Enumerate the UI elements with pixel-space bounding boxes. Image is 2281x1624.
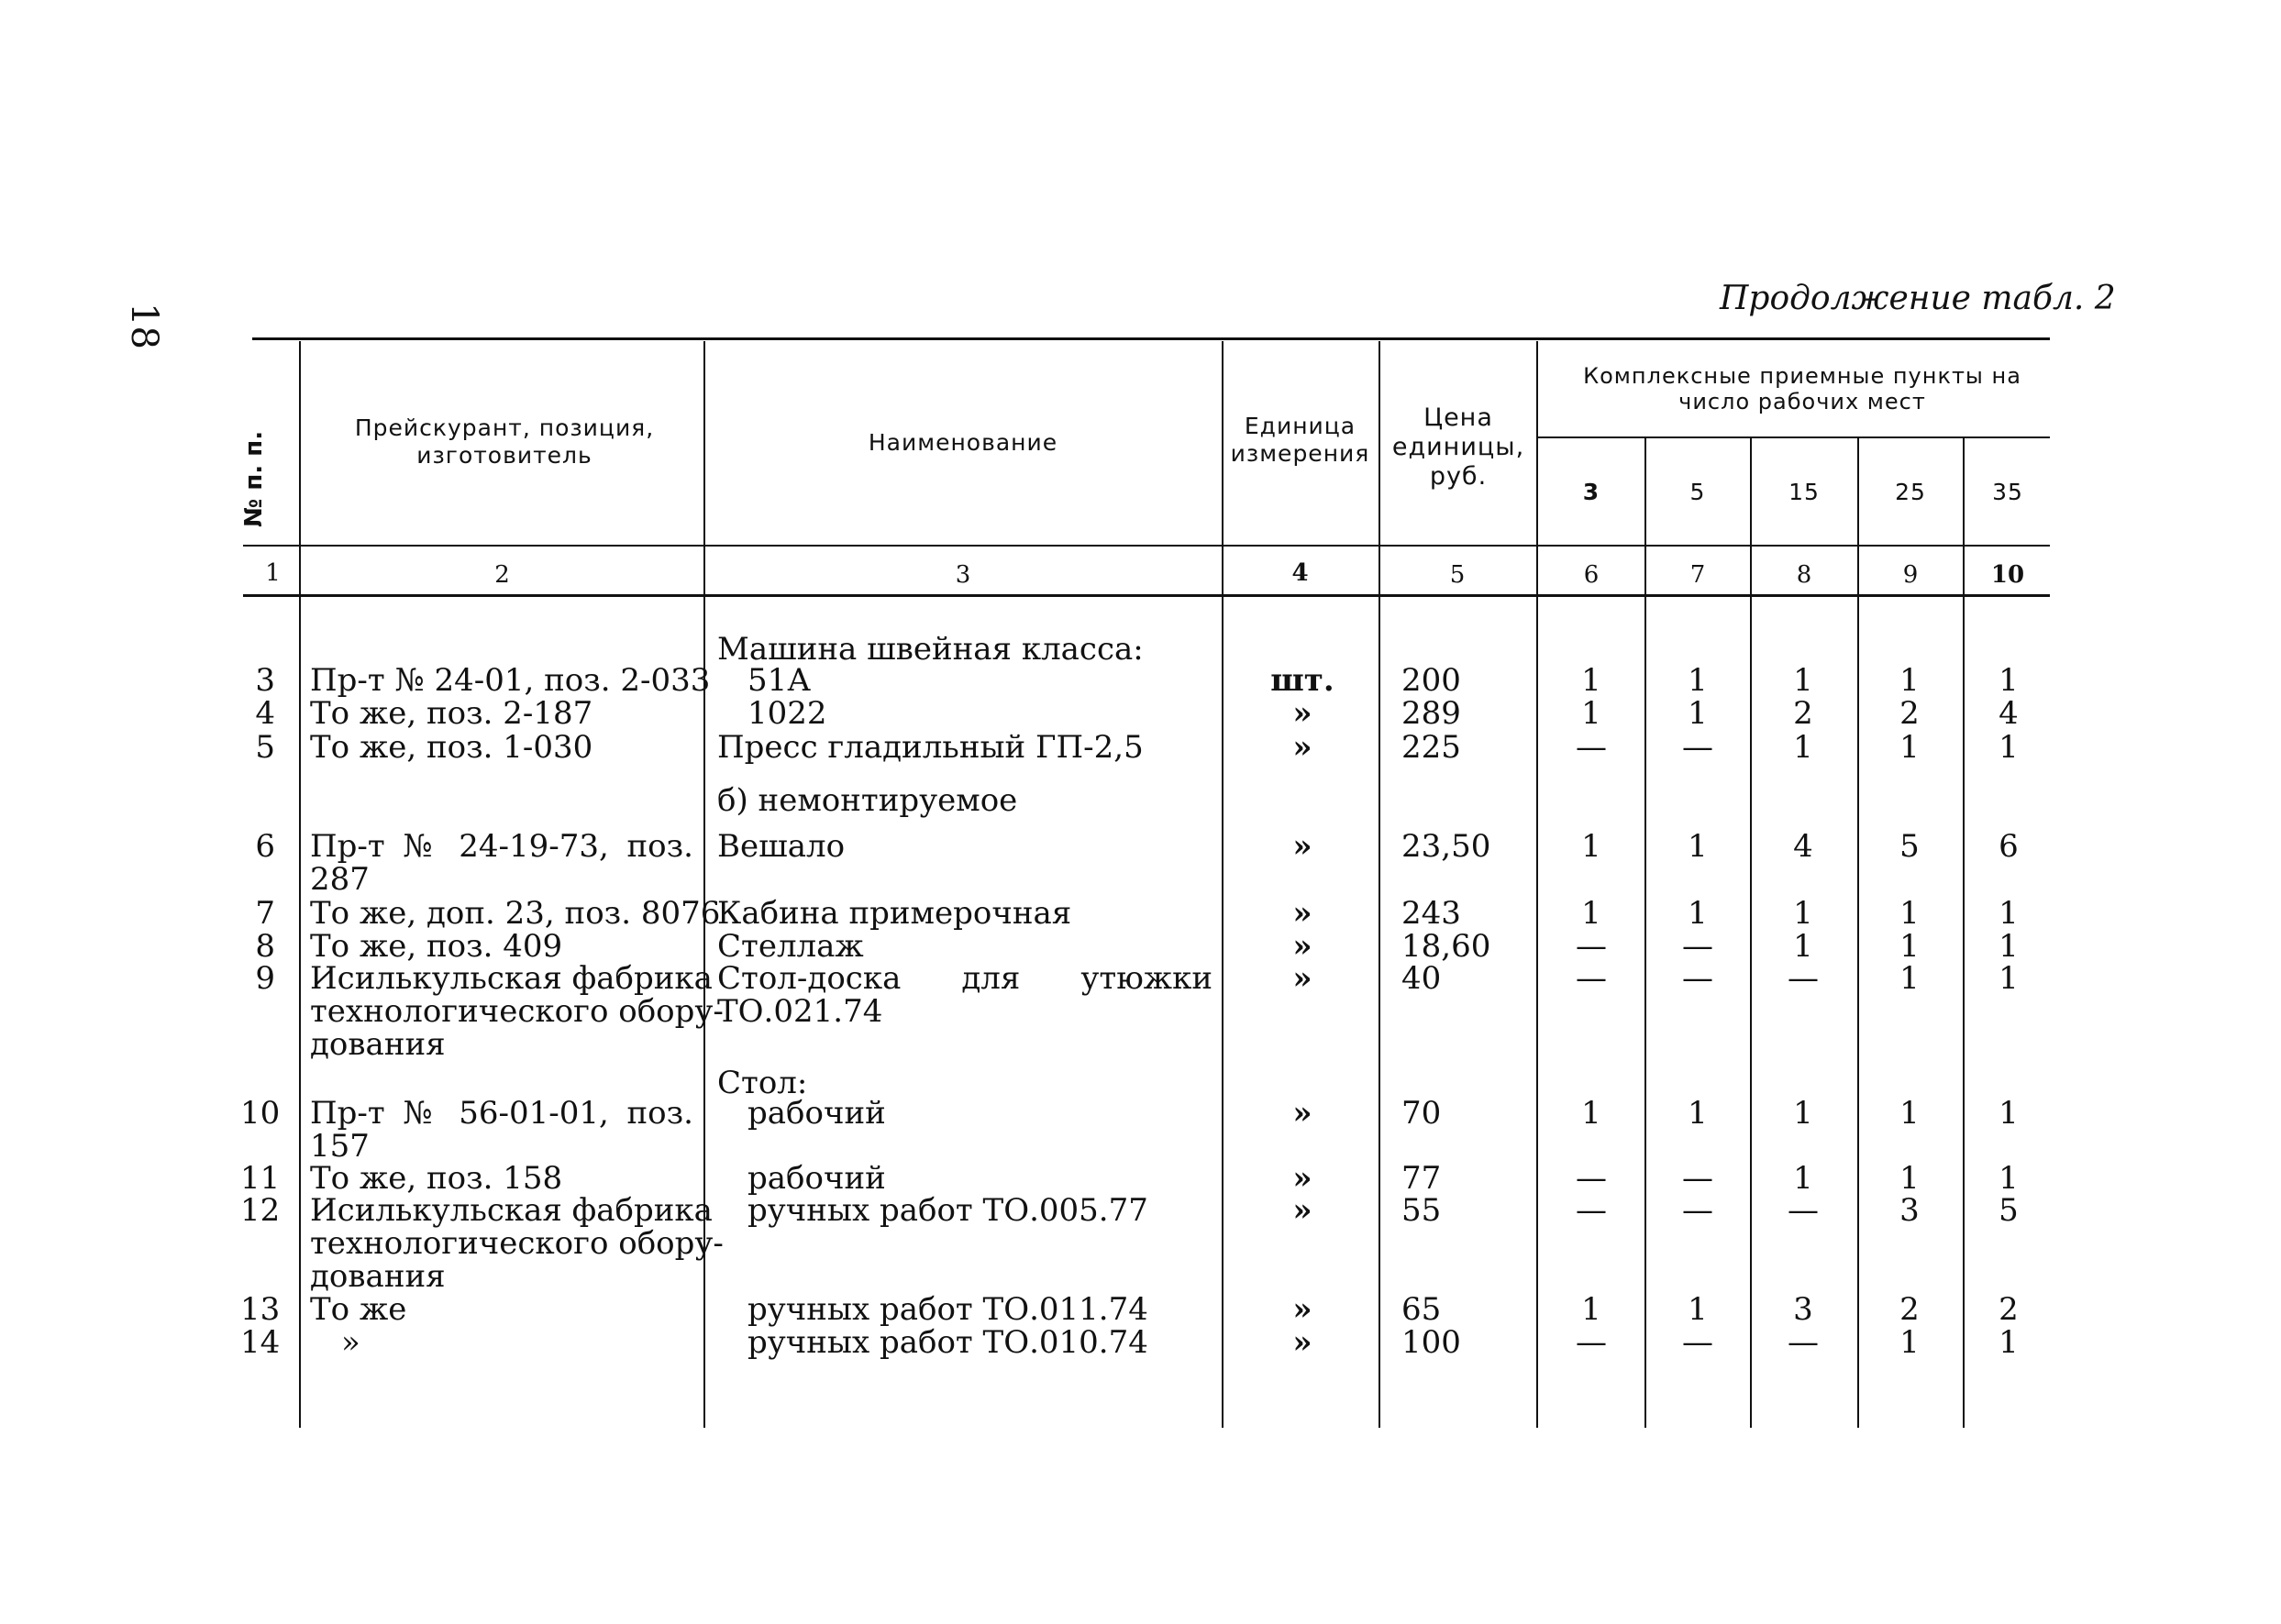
row-value-col10: 4 [1999, 695, 2019, 732]
row-source: То же, поз. 2-187 [310, 695, 593, 732]
row-unit: » [1292, 695, 1312, 732]
row-unit: » [1292, 1160, 1312, 1197]
row-value-col7: 1 [1688, 895, 1708, 932]
row-value-col10: 1 [1999, 729, 2019, 766]
row-source: То же, поз. 158 [310, 1160, 563, 1197]
row-source: То же, поз. 409 [310, 928, 563, 965]
col-sep-8 [1857, 438, 1859, 1428]
header-col5-text: Цена единицы, руб. [1391, 403, 1525, 491]
row-value-col7: — [1682, 1324, 1713, 1361]
header-sub-15: 15 [1788, 479, 1820, 505]
row-value-col7: 1 [1688, 1291, 1708, 1328]
row-value-col8: 3 [1793, 1291, 1813, 1328]
colnum-10: 10 [1990, 561, 2025, 589]
row-price: 18,60 [1401, 928, 1491, 965]
row-value-col6: 1 [1581, 1291, 1601, 1328]
row-price: 243 [1401, 895, 1461, 932]
section-machine-header: Машина швейная класса: [717, 631, 1144, 668]
col-sep-3 [1222, 341, 1224, 1428]
row-value-col10: 1 [1999, 662, 2019, 699]
row-source-line3: дования [310, 1258, 446, 1295]
row-source: Исилькульская фабрика [310, 1192, 713, 1229]
header-sub-5: 5 [1689, 479, 1706, 505]
row-value-col8: 1 [1793, 729, 1813, 766]
row-source-line2: технологического обору- [310, 1225, 724, 1262]
row-source: » [341, 1324, 360, 1361]
column-numbers-rule [243, 594, 2050, 597]
header-sub-35: 35 [1992, 479, 2023, 505]
row-value-col6: 1 [1581, 895, 1601, 932]
row-value-col10: 1 [1999, 1160, 2019, 1197]
col-sep-5 [1536, 341, 1538, 1428]
header-col4 [1224, 413, 1376, 468]
row-number: 4 [255, 695, 275, 732]
row-name: Кабина примерочная [717, 895, 1072, 932]
row-source: То же [310, 1291, 407, 1328]
header-col3: Наименование [868, 429, 1058, 456]
row-value-col6: — [1576, 960, 1607, 997]
colnum-2: 2 [494, 561, 510, 589]
page-number: 18 [123, 303, 165, 349]
row-value-col7: — [1682, 729, 1713, 766]
row-unit: » [1292, 895, 1312, 932]
header-col1: № п. п. [240, 430, 268, 527]
row-value-col8: — [1788, 1324, 1819, 1361]
row-name: рабочий [747, 1095, 886, 1132]
row-name: Стеллаж [717, 928, 864, 965]
col-sep-2 [703, 341, 705, 1428]
col-sep-7 [1750, 438, 1752, 1428]
row-value-col9: 1 [1899, 1324, 1920, 1361]
row-unit: » [1292, 960, 1312, 997]
row-value-col9: 5 [1899, 828, 1920, 865]
col-sep-6 [1644, 438, 1646, 1428]
row-number: 8 [255, 928, 275, 965]
row-number: 12 [240, 1192, 281, 1229]
row-value-col7: — [1682, 928, 1713, 965]
header-bottom-rule [243, 545, 2050, 547]
row-number: 10 [240, 1095, 281, 1132]
row-value-col8: — [1788, 960, 1819, 997]
row-unit: » [1292, 928, 1312, 965]
colnum-3: 3 [955, 561, 971, 589]
row-source: Пр-т № 24-01, поз. 2-033 [310, 662, 711, 699]
row-number: 6 [255, 828, 275, 865]
header-col2-text: Прейскурант, позиция, изготовитель [354, 414, 655, 469]
row-value-col6: — [1576, 928, 1607, 965]
row-price: 289 [1401, 695, 1461, 732]
colnum-6: 6 [1583, 561, 1600, 589]
row-name: Пресс гладильный ГП-2,5 [717, 729, 1144, 766]
row-value-col8: 4 [1793, 828, 1813, 865]
row-number: 9 [255, 960, 275, 997]
row-value-col10: 1 [1999, 928, 2019, 965]
row-value-col7: — [1682, 1160, 1713, 1197]
row-value-col8: — [1788, 1192, 1819, 1229]
row-value-col9: 1 [1899, 895, 1920, 932]
row-price: 23,50 [1401, 828, 1491, 865]
row-value-col8: 1 [1793, 928, 1813, 965]
row-value-col6: 1 [1581, 662, 1601, 699]
row-value-col9: 1 [1899, 1095, 1920, 1132]
row-value-col8: 2 [1793, 695, 1813, 732]
row-price: 65 [1401, 1291, 1442, 1328]
row-name-line2: ТО.021.74 [717, 993, 883, 1030]
row-value-col10: 5 [1999, 1192, 2019, 1229]
section-nonmount-header: б) немонтируемое [717, 782, 1018, 819]
col-sep-4 [1379, 341, 1380, 1428]
header-group [1568, 363, 2036, 414]
row-price: 55 [1401, 1192, 1442, 1229]
header-group-text: Комплексные приемные пункты на число рабочих мест [1583, 363, 2021, 414]
section-table-header: Стол: [717, 1065, 808, 1101]
row-value-col10: 6 [1999, 828, 2019, 865]
row-value-col8: 1 [1793, 662, 1813, 699]
row-name: ручных работ ТО.005.77 [747, 1192, 1148, 1229]
continuation-title: Продолжение табл. 2 [1720, 280, 2116, 317]
row-name: Вешало [717, 828, 846, 865]
row-value-col7: 1 [1688, 1095, 1708, 1132]
row-value-col7: 1 [1688, 662, 1708, 699]
row-value-col6: — [1576, 1192, 1607, 1229]
colnum-1: 1 [265, 559, 281, 587]
row-source-line3: дования [310, 1026, 446, 1063]
header-sub-3: 3 [1582, 479, 1600, 505]
row-name: 1022 [747, 695, 827, 732]
row-source: То же, доп. 23, поз. 8076 [310, 895, 721, 932]
row-source: Пр-т № 56-01-01, поз. [310, 1095, 693, 1132]
row-value-col8: 1 [1793, 895, 1813, 932]
row-value-col9: 2 [1899, 1291, 1920, 1328]
row-value-col8: 1 [1793, 1095, 1813, 1132]
row-value-col10: 1 [1999, 1095, 2019, 1132]
row-value-col9: 1 [1899, 729, 1920, 766]
row-source: Пр-т № 24-19-73, поз. [310, 828, 693, 865]
colnum-4: 4 [1291, 559, 1309, 587]
row-price: 77 [1401, 1160, 1442, 1197]
row-unit: » [1292, 828, 1312, 865]
table-top-rule [252, 337, 2050, 340]
row-source-line2: 287 [310, 861, 370, 898]
row-value-col7: 1 [1688, 695, 1708, 732]
row-value-col9: 1 [1899, 928, 1920, 965]
colnum-8: 8 [1796, 561, 1812, 589]
row-source-line2: технологического обору- [310, 993, 724, 1030]
row-unit: » [1292, 1291, 1312, 1328]
header-col2 [316, 414, 692, 470]
row-unit: » [1292, 1192, 1312, 1229]
colnum-7: 7 [1689, 561, 1706, 589]
row-number: 11 [240, 1160, 281, 1197]
row-number: 3 [255, 662, 275, 699]
row-price: 200 [1401, 662, 1461, 699]
row-value-col9: 1 [1899, 662, 1920, 699]
row-value-col10: 1 [1999, 1324, 2019, 1361]
row-value-col10: 1 [1999, 895, 2019, 932]
row-unit: шт. [1270, 662, 1334, 699]
row-value-col8: 1 [1793, 1160, 1813, 1197]
row-value-col7: — [1682, 1192, 1713, 1229]
row-unit: » [1292, 1324, 1312, 1361]
row-value-col6: — [1576, 729, 1607, 766]
row-unit: » [1292, 729, 1312, 766]
group-header-rule [1536, 436, 2050, 438]
row-value-col6: 1 [1581, 1095, 1601, 1132]
row-price: 100 [1401, 1324, 1461, 1361]
row-value-col7: 1 [1688, 828, 1708, 865]
row-name: рабочий [747, 1160, 886, 1197]
row-number: 13 [240, 1291, 281, 1328]
row-name: ручных работ ТО.011.74 [747, 1291, 1148, 1328]
row-number: 7 [255, 895, 275, 932]
colnum-5: 5 [1449, 561, 1466, 589]
row-value-col7: — [1682, 960, 1713, 997]
row-price: 225 [1401, 729, 1461, 766]
row-source: Исилькульская фабрика [310, 960, 713, 997]
row-value-col10: 2 [1999, 1291, 2019, 1328]
row-number: 14 [240, 1324, 281, 1361]
row-price: 40 [1401, 960, 1442, 997]
row-name: ручных работ ТО.010.74 [747, 1324, 1148, 1361]
row-source-line2: 157 [310, 1128, 370, 1165]
row-value-col6: — [1576, 1324, 1607, 1361]
row-name: Стол-доска для утюжки [717, 960, 1212, 997]
row-value-col6: — [1576, 1160, 1607, 1197]
row-value-col9: 1 [1899, 960, 1920, 997]
row-number: 5 [255, 729, 275, 766]
row-value-col10: 1 [1999, 960, 2019, 997]
row-value-col6: 1 [1581, 828, 1601, 865]
row-source: То же, поз. 1-030 [310, 729, 593, 766]
header-col4-text: Единица измерения [1230, 413, 1370, 467]
header-col5 [1390, 403, 1527, 492]
row-value-col9: 1 [1899, 1160, 1920, 1197]
header-sub-25: 25 [1895, 479, 1926, 505]
col-sep-1 [299, 341, 301, 1428]
row-value-col9: 2 [1899, 695, 1920, 732]
colnum-9: 9 [1902, 561, 1919, 589]
row-value-col6: 1 [1581, 695, 1601, 732]
row-unit: » [1292, 1095, 1312, 1132]
row-price: 70 [1401, 1095, 1442, 1132]
row-name: 51А [747, 662, 812, 699]
row-value-col9: 3 [1899, 1192, 1920, 1229]
